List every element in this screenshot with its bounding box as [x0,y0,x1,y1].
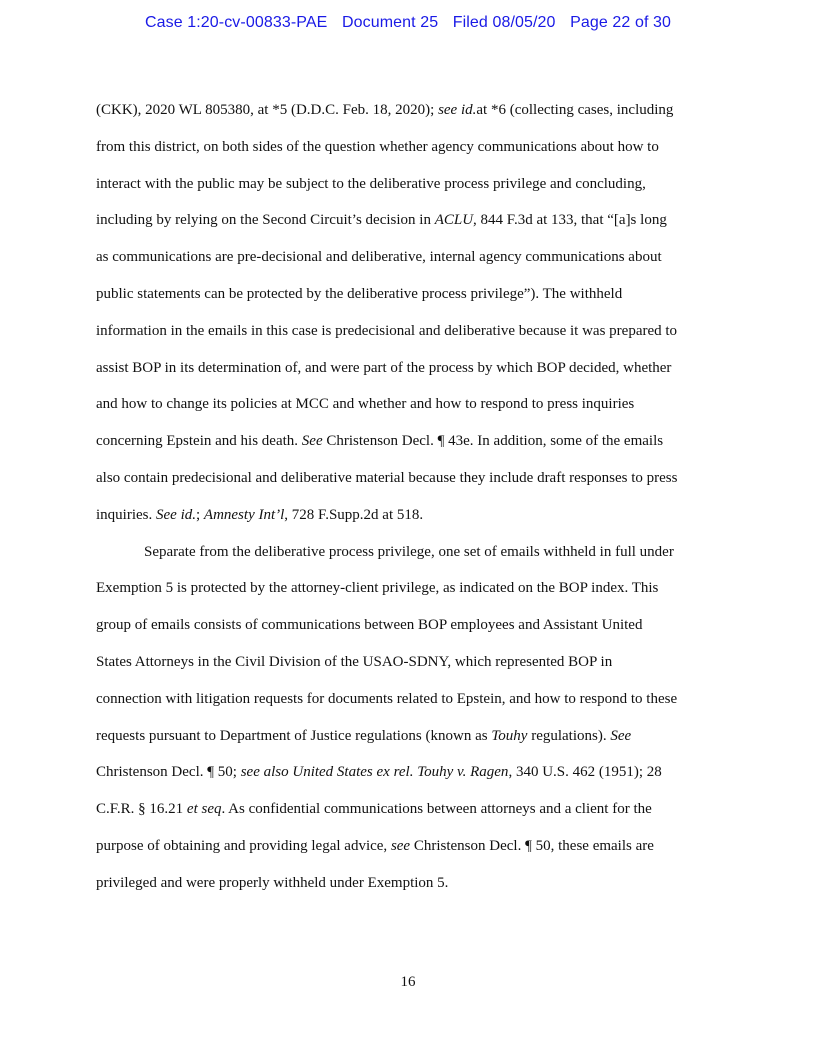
document-body [96,92,726,902]
text-line: public statements can be protected by the deliberative process privilege”). The withheld [96,285,623,302]
text-line: as communications are pre-decisional and deliberative, internal agency communications about [96,249,662,266]
text-line: including by relying on the Second Circuit’s decision in ACLU, 844 F.3d at 133, that “[a]s long [96,212,667,229]
case-number: Case 1:20-cv-00833-PAE [144,14,328,31]
text-line: information in the emails in this case is predecisional and deliberative because it was prepared to [96,322,678,339]
text-line: Separate from the deliberative process privilege, one set of emails withheld in full under [144,543,674,560]
text-line: connection with litigation requests for documents related to Epstein, and how to respond to these [96,690,678,707]
text-line: requests pursuant to Department of Justice regulations (known as Touhy regulations). See [96,727,632,744]
text-line: concerning Epstein and his death. See Christenson Decl. ¶ 43e. In addition, some of the emails [96,433,664,450]
text-line: C.F.R. § 16.21 et seq. As confidential communications between attorneys and a client for the [96,801,652,818]
document-number: Document 25 [341,14,439,31]
text-line: from this district, on both sides of the question whether agency communications about how to [96,138,659,155]
text-line: privileged and were properly withheld under Exemption 5. [96,874,449,891]
text-line: also contain predecisional and deliberative material because they include draft responses to press [96,469,678,486]
text-line: Christenson Decl. ¶ 50; see also United States ex rel. Touhy v. Ragen, 340 U.S. 462 (1951); 28 [96,764,662,781]
text-line: group of emails consists of communications between BOP employees and Assistant United [96,617,643,634]
text-line: Exemption 5 is protected by the attorney-client privilege, as indicated on the BOP index. This [96,580,659,597]
ecf-header [0,14,816,32]
text-line: interact with the public may be subject to the deliberative process privilege and concluding, [96,175,646,192]
text-line: and how to change its policies at MCC and whether and how to respond to press inquiries [96,396,635,413]
text-line: purpose of obtaining and providing legal advice, see Christenson Decl. ¶ 50, these emails are [96,837,654,854]
text-line: States Attorneys in the Civil Division of the USAO-SDNY, which represented BOP in [96,653,613,670]
text-line: inquiries. See id.; Amnesty Int’l, 728 F.Supp.2d at 518. [96,506,424,523]
text-line: (CKK), 2020 WL 805380, at *5 (D.D.C. Feb. 18, 2020); see id.at *6 (collecting cases, including [96,102,674,118]
paragraph [96,92,726,534]
filed-date: Filed 08/05/20 [452,14,556,31]
page-number: 16 [400,974,416,990]
paragraph [96,534,726,902]
page-count: Page 22 of 30 [570,14,672,31]
text-line: assist BOP in its determination of, and were part of the process by which BOP decided, whether [96,359,672,376]
